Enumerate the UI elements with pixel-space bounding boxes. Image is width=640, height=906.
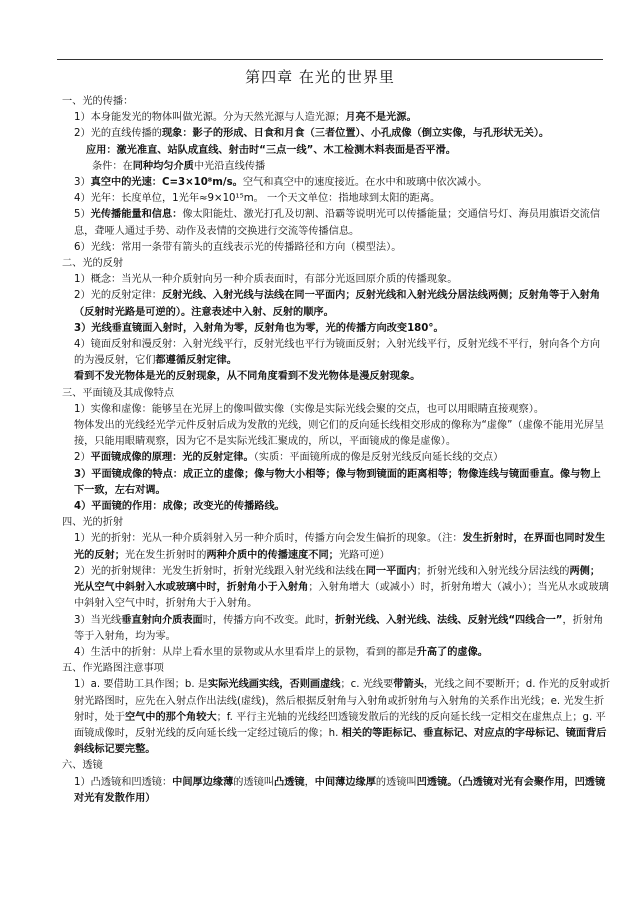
- text: 光在发生折射时的: [124, 549, 207, 561]
- document-body: [62, 94, 610, 807]
- paragraph: [62, 499, 610, 515]
- bold-text: 同一平面内: [365, 565, 417, 577]
- bold-text: 升高了的虚像。: [416, 646, 488, 658]
- paragraph: [62, 613, 610, 645]
- text: 2）光的折射规律：光发生折射时，折射光线跟入射光线和法线在: [74, 565, 366, 577]
- bold-text: 空气中的那个角较大: [124, 711, 217, 723]
- bold-text: 3）平面镜成像的特点：成正立的虚像；像与物大小相等；像与物到镜面的距离相等；物像连线与镜面垂直。像与物上下一致，左右对调。: [74, 468, 601, 496]
- bold-text: 两侧；光从空气中斜射入水或玻璃中时，折射角小于入射角: [74, 565, 601, 594]
- text: 中光沿直线传播: [193, 160, 266, 172]
- bold-text: 垂直射向介质表面: [121, 614, 203, 626]
- section-heading: 二、光的反射: [62, 258, 124, 270]
- bold-text: 同种均匀介质: [132, 160, 194, 172]
- bold-text: 现象：影子的形成、日食和月食（三者位置）、小孔成像（倒立实像，与孔形状无关）。: [161, 128, 550, 140]
- text: 2）光的直线传播的: [74, 128, 162, 140]
- paragraph: [62, 531, 610, 563]
- bold-text: 折射光线、入射光线、法线、反射光线“四线合一”: [335, 614, 563, 626]
- paragraph: 1）实像和虚像：能够呈在光屏上的像叫做实像（实像是实际光线会聚的交点，也可以用眼睛直接观察）。: [74, 403, 545, 415]
- text: ，光线之间不要断开；d. 作光的反射或折射光路图时，应先在入射点作出法线(虚线)，然后根据反射角与入射角或折射角与入射角的关系作出光线；e. 光发生折射时，处于: [74, 679, 610, 723]
- text: 3）当光线: [74, 614, 122, 626]
- text: 1）本身能发光的物体叫做光源。分为天然光源与人造光源；: [74, 112, 346, 124]
- text: ；入射角增大（或减小）时，折射角增大（减小）；当光从水或玻璃中斜射入空气中时，折射角大于入射角。: [74, 582, 609, 610]
- paragraph: [62, 369, 610, 385]
- bold-text: 光传播能量和信息：: [90, 209, 183, 221]
- bold-text: 两种介质中的传播速度不同；: [206, 549, 339, 561]
- bold-text: 中间薄边缘厚: [314, 776, 376, 788]
- text: ，折射角等于入射角，均为零。: [74, 614, 604, 642]
- section-heading: 一、光的传播：: [62, 96, 134, 107]
- bold-text: 平面镜成像的原理：光的反射定律。: [90, 452, 254, 464]
- text: 光路可逆）: [338, 549, 390, 561]
- text: 1）a. 要借助工具作图；b. 是: [74, 679, 209, 691]
- text: 5）: [74, 209, 91, 221]
- text: ，: [304, 776, 315, 788]
- text: 时，传播方向不改变。此时，: [202, 614, 336, 626]
- bold-text: 带箭头: [393, 679, 424, 691]
- paragraph: [62, 321, 610, 337]
- bold-text: 实际光线画实线，否则画虚线: [208, 679, 341, 691]
- bold-text: 相关的等距标记、垂直标记、对应点的字母标记、镜面背后斜线标记要完整。: [74, 727, 607, 756]
- text: 1）凸透镜和凹透镜：: [74, 776, 173, 788]
- top-rule: [57, 59, 603, 60]
- text: 像太阳能灶、激光打孔及切割、沿霸等说明光可以传播能量；交通信号灯、海员用旗语交流信息，聋哑人通过手势、动作及表情的交换进行交流等传播信息。: [74, 209, 601, 237]
- text: ；c. 光线要: [340, 679, 394, 691]
- paragraph: [62, 159, 610, 175]
- bold-text: 发生折射时，在界面也同时发生光的反射；: [74, 533, 606, 561]
- text: 空气和真空中的速度接近。在水中和玻璃中依次减小。: [242, 177, 488, 189]
- bold-text: 凹透镜: [416, 776, 448, 788]
- text: ；f. 平行主光轴的光线经凹透镜发散后的光线的反向延长线一定相交在虚焦点上；g. 平面镜成像时，反射光线的反向延长线一定经过镜后的像；h.: [74, 711, 606, 739]
- section-heading: 三、平面镜及其成像特点: [62, 387, 175, 399]
- bold-text: 真空中的光速：C=3×10⁸m/s。: [90, 177, 243, 189]
- bold-text: 4）平面镜的作用：成像；改变光的传播路线。: [74, 501, 285, 513]
- bold-text: 凸透镜: [274, 776, 305, 788]
- paragraph: 6）光线：常用一条带有箭头的直线表示光的传播路径和方向（模型法）。: [74, 241, 402, 253]
- text: 的透镜叫: [375, 776, 417, 788]
- paragraph: [62, 775, 610, 807]
- text: 2）光的反射定律：: [74, 290, 162, 302]
- bold-text: 中间厚边缘薄: [172, 776, 234, 788]
- bold-text: 月亮不是光源。: [345, 112, 417, 124]
- section-heading: 五、作光路图注意事项: [62, 663, 164, 675]
- paragraph: 4）光年：长度单位，1光年≈9×10¹⁵m。 一个天文单位：指地球到太阳的距离。: [74, 193, 441, 205]
- text: （实质：平面镜所成的像是反射光线反向延长线的交点）: [253, 452, 504, 464]
- text: 4）镜面反射和漫反射：入射光线平行，反射光线也平行为镜面反射；入射光线平行，反射光线不平行，射向各个方向的为漫反射，它们: [74, 339, 601, 367]
- paragraph: [62, 450, 610, 466]
- paragraph: [62, 288, 610, 320]
- paragraph: 物体发出的光线经光学元件反射后成为发散的光线，则它们的反向延长线相交形成的像称为“虚像”（虚像不能用光屏呈接，只能用眼睛观察，因为它不是实际光线汇聚成的，所以，平面镜成的像是虚像）。: [74, 420, 605, 448]
- bold-text: 都遵循反射定律。: [155, 355, 237, 367]
- bold-text: 看到不发光物体是光的反射现象，从不同角度看到不发光物体是漫反射现象。: [74, 371, 421, 383]
- paragraph: [62, 564, 610, 613]
- chapter-title: 第四章 在光的世界里: [245, 68, 395, 86]
- text: ；折射光线和入射光线分居法线的: [416, 565, 570, 577]
- paragraph: [62, 110, 610, 126]
- paragraph: [62, 645, 610, 661]
- text: 条件：在: [92, 160, 133, 172]
- text: 的透镜叫: [233, 776, 275, 788]
- bold-text: 应用：激光准直、站队成直线、射击时“三点一线”、木工检测木料表面是否平滑。: [86, 144, 456, 156]
- paragraph: [62, 126, 610, 142]
- paragraph: [62, 337, 610, 369]
- text: 4）生活中的折射：从岸上看水里的景物或从水里看岸上的景物，看到的都是: [74, 646, 417, 658]
- paragraph: [62, 467, 610, 499]
- bold-text: 3）光线垂直镜面入射时，入射角为零，反射角也为零，光的传播方向改变180°。: [74, 322, 444, 334]
- section-heading: 四、光的折射: [62, 517, 124, 529]
- section-heading: 六、透镜: [62, 760, 103, 772]
- text: 2）: [74, 452, 91, 464]
- bold-text: 反射光线、入射光线与法线在同一平面内；反射光线和入射光线分居法线两侧；反射角等于入射角（反射时光路是可逆的）。注意表述中入射、反射的顺序。: [74, 290, 601, 318]
- text: 1）光的折射：光从一种介质斜射入另一种介质时，传播方向会发生偏折的现象。（注：: [74, 533, 463, 545]
- paragraph: [62, 207, 610, 239]
- paragraph: [62, 175, 610, 191]
- text: 3）: [74, 177, 91, 189]
- paragraph: 1）概念：当光从一种介质射向另一种介质表面时，有部分光返回原介质的传播现象。: [74, 274, 458, 286]
- paragraph: [62, 677, 610, 758]
- paragraph: [62, 143, 610, 159]
- bold-text: 。（凸透镜对光有会聚作用，凹透镜对光有发散作用）: [74, 776, 606, 804]
